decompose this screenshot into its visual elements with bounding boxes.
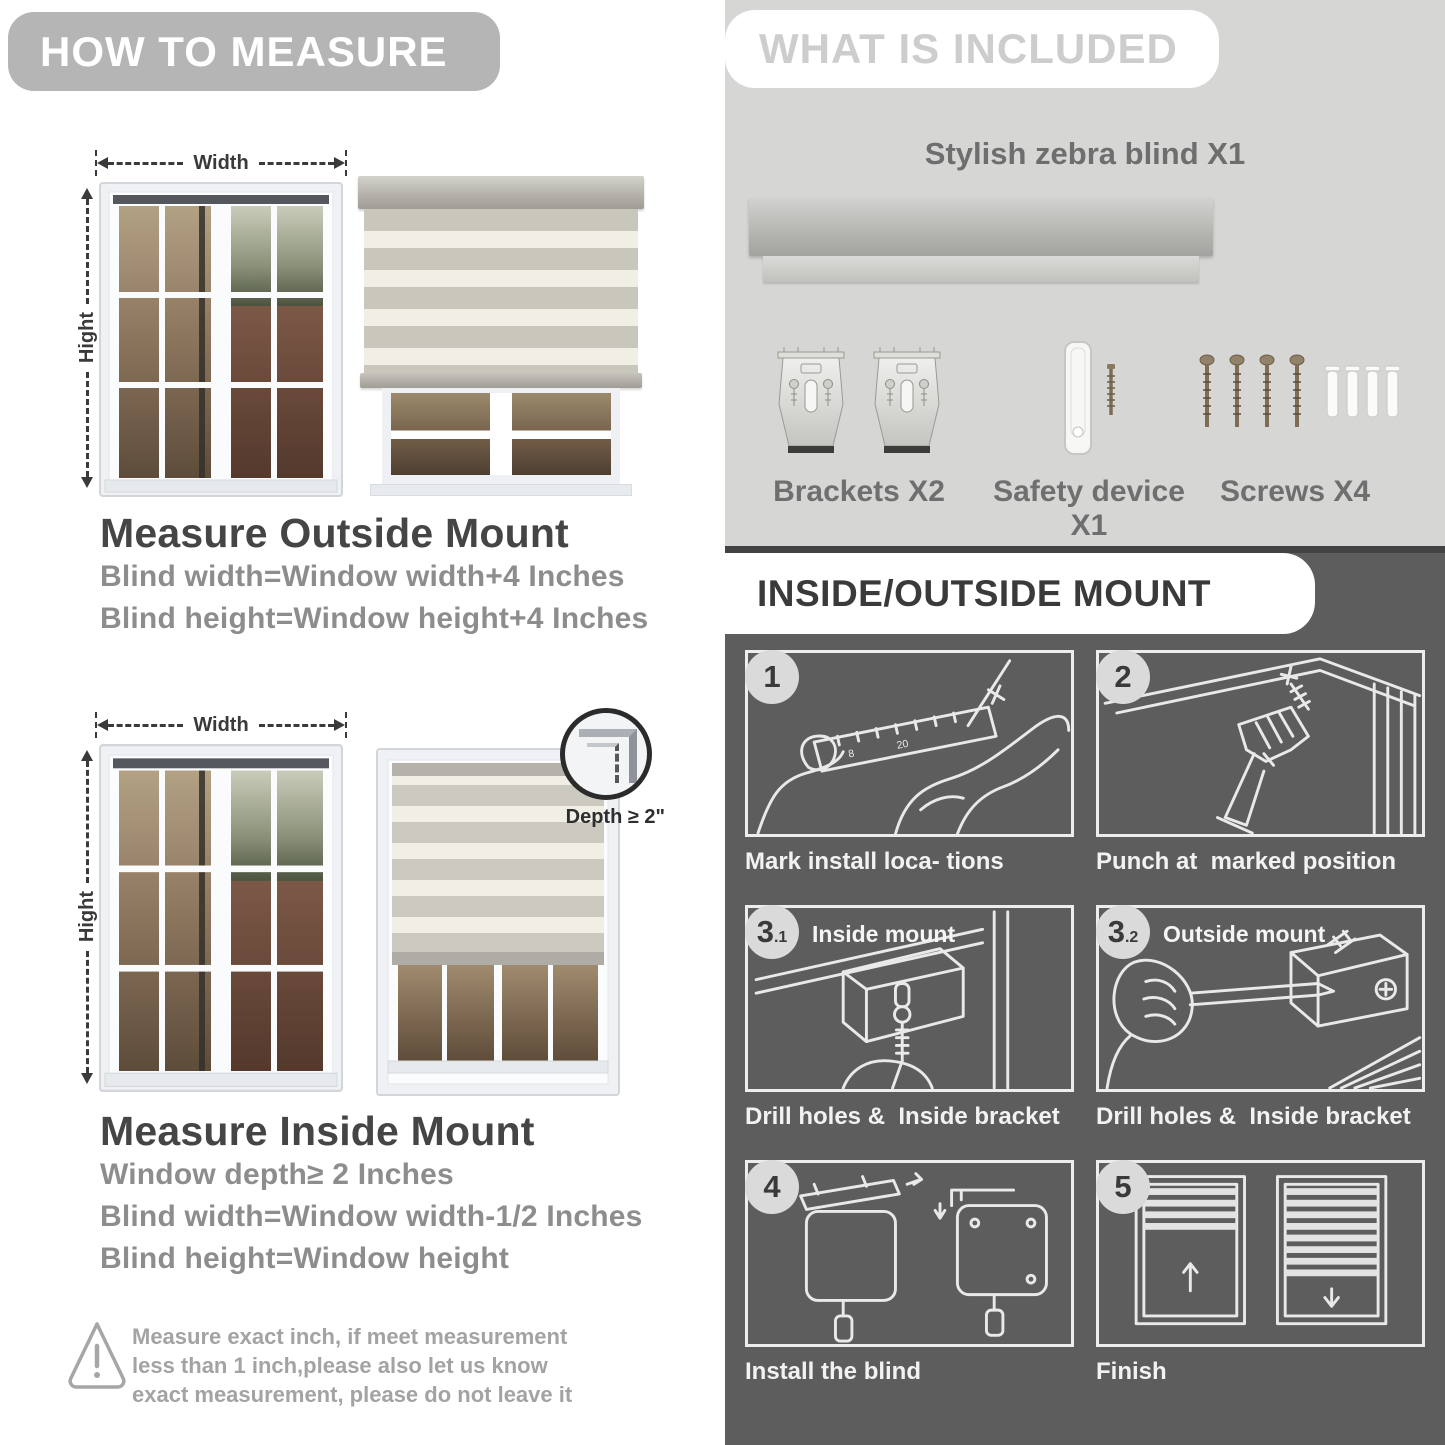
warning-triangle-icon	[66, 1316, 128, 1394]
depth-callout	[560, 708, 652, 800]
measurement-warning-text: Measure exact inch, if meet measurement less than 1 inch,please also let us know exact measurement, please do not leave it	[132, 1324, 573, 1407]
blind-cassette	[358, 176, 644, 209]
step-caption: Install the blind	[745, 1358, 922, 1385]
height-arrow	[74, 750, 100, 1084]
headrail-bar	[749, 198, 1213, 256]
inside-mount-line: Window depth≥ 2 Inches	[100, 1158, 454, 1191]
arrow-left-head	[97, 157, 108, 169]
mount-steps-grid	[745, 650, 1425, 1415]
zebra-blind-label: Stylish zebra blind X1	[924, 136, 1246, 171]
brackets-label: Brackets X2	[773, 475, 945, 508]
inside-mount-line: Blind width=Window width-1/2 Inches	[100, 1200, 643, 1233]
zebra-blind-illustration	[358, 176, 644, 496]
headrail-illustration	[749, 198, 1213, 282]
window-illustration	[99, 744, 343, 1092]
step-caption: Finish	[1096, 1358, 1167, 1385]
arrow-end-tick	[345, 150, 347, 176]
window-sill	[370, 484, 632, 496]
arrow-left-head	[97, 719, 108, 731]
headrail-lip	[763, 256, 1199, 282]
step-number-badge: 2	[1096, 650, 1150, 704]
depth-measure-detail	[587, 743, 619, 783]
step-panel	[1096, 905, 1425, 1092]
step-caption: Drill holes & Inside bracket	[745, 1103, 1060, 1130]
step-caption: Drill holes & Inside bracket	[1096, 1103, 1411, 1130]
safety-device-label: Safety device X1	[993, 475, 1185, 542]
what-is-included-header: WHAT IS INCLUDED	[725, 10, 1219, 88]
step-punch-position	[1096, 650, 1425, 905]
window-illustration	[99, 182, 343, 497]
dashed-line	[86, 761, 89, 883]
what-is-included-panel	[725, 0, 1445, 546]
step-number-badge: 3 .1	[745, 905, 799, 959]
arrow-down-head	[81, 1073, 93, 1084]
blind-in-window-illustration	[376, 748, 620, 1096]
width-label: Width	[193, 151, 249, 174]
dashed-line	[86, 951, 89, 1073]
dashed-line	[108, 724, 183, 727]
width-label: Width	[193, 713, 249, 736]
step-panel	[745, 650, 1074, 837]
step-inline-title: Inside mount	[812, 921, 956, 947]
height-label: Hight	[75, 891, 98, 943]
right-column	[725, 0, 1445, 1445]
arrow-up-head	[81, 750, 93, 761]
step-panel	[745, 905, 1074, 1092]
dashed-line	[259, 162, 334, 165]
arrow-down-head	[81, 477, 93, 488]
width-arrow	[95, 150, 347, 176]
step-mark-locations	[745, 650, 1074, 905]
arrow-right-head	[334, 157, 345, 169]
brackets-icon	[774, 338, 944, 460]
brackets-item	[753, 338, 965, 509]
inside-mount-line: Blind height=Window height	[100, 1242, 510, 1275]
step-finish	[1096, 1160, 1425, 1415]
blind-stripes	[364, 209, 638, 373]
outside-mount-line: Blind height=Window height+4 Inches	[100, 602, 649, 635]
safety-device-icon	[999, 338, 1179, 460]
step-number-badge: 3 .2	[1096, 905, 1150, 959]
depth-label: Depth ≥ 2"	[565, 806, 665, 828]
step-panel	[745, 1160, 1074, 1347]
blind-bottom-rail	[360, 373, 642, 388]
arrow-right-head	[334, 719, 345, 731]
window-below-blind	[382, 388, 620, 484]
screws-label: Screws X4	[1219, 475, 1371, 508]
step-inside-mount-bracket	[745, 905, 1074, 1160]
inside-mount-title: Measure Inside Mount	[100, 1108, 535, 1154]
screws-item	[1177, 338, 1413, 509]
how-to-measure-header: HOW TO MEASURE	[8, 12, 500, 91]
outside-mount-title: Measure Outside Mount	[100, 510, 569, 556]
dashed-line	[108, 162, 183, 165]
safety-device-item	[977, 338, 1201, 543]
step-panel	[1096, 1160, 1425, 1347]
step-number-badge: 4	[745, 1160, 799, 1214]
inside-outside-mount-header: INSIDE/OUTSIDE MOUNT	[725, 553, 1315, 634]
height-arrow	[74, 188, 100, 488]
arrow-end-tick	[345, 712, 347, 738]
step-install-blind	[745, 1160, 1074, 1415]
step-number-badge: 5	[1096, 1160, 1150, 1214]
step-outside-mount-bracket	[1096, 905, 1425, 1160]
height-label: Hight	[75, 312, 98, 364]
screws-icon	[1183, 338, 1408, 460]
step-panel	[1096, 650, 1425, 837]
arrow-up-head	[81, 188, 93, 199]
dashed-line	[86, 372, 89, 477]
dashed-line	[86, 199, 89, 304]
svg-text:8: 8	[847, 747, 856, 761]
width-arrow	[95, 712, 347, 738]
step-caption: Mark install loca- tions	[745, 848, 1004, 875]
step-caption: Punch at marked position	[1096, 848, 1397, 875]
outside-mount-line: Blind width=Window width+4 Inches	[100, 560, 625, 593]
step-inline-title: Outside mount	[1163, 921, 1326, 947]
svg-text:20: 20	[895, 737, 910, 752]
step-number-badge: 1	[745, 650, 799, 704]
dashed-line	[259, 724, 334, 727]
